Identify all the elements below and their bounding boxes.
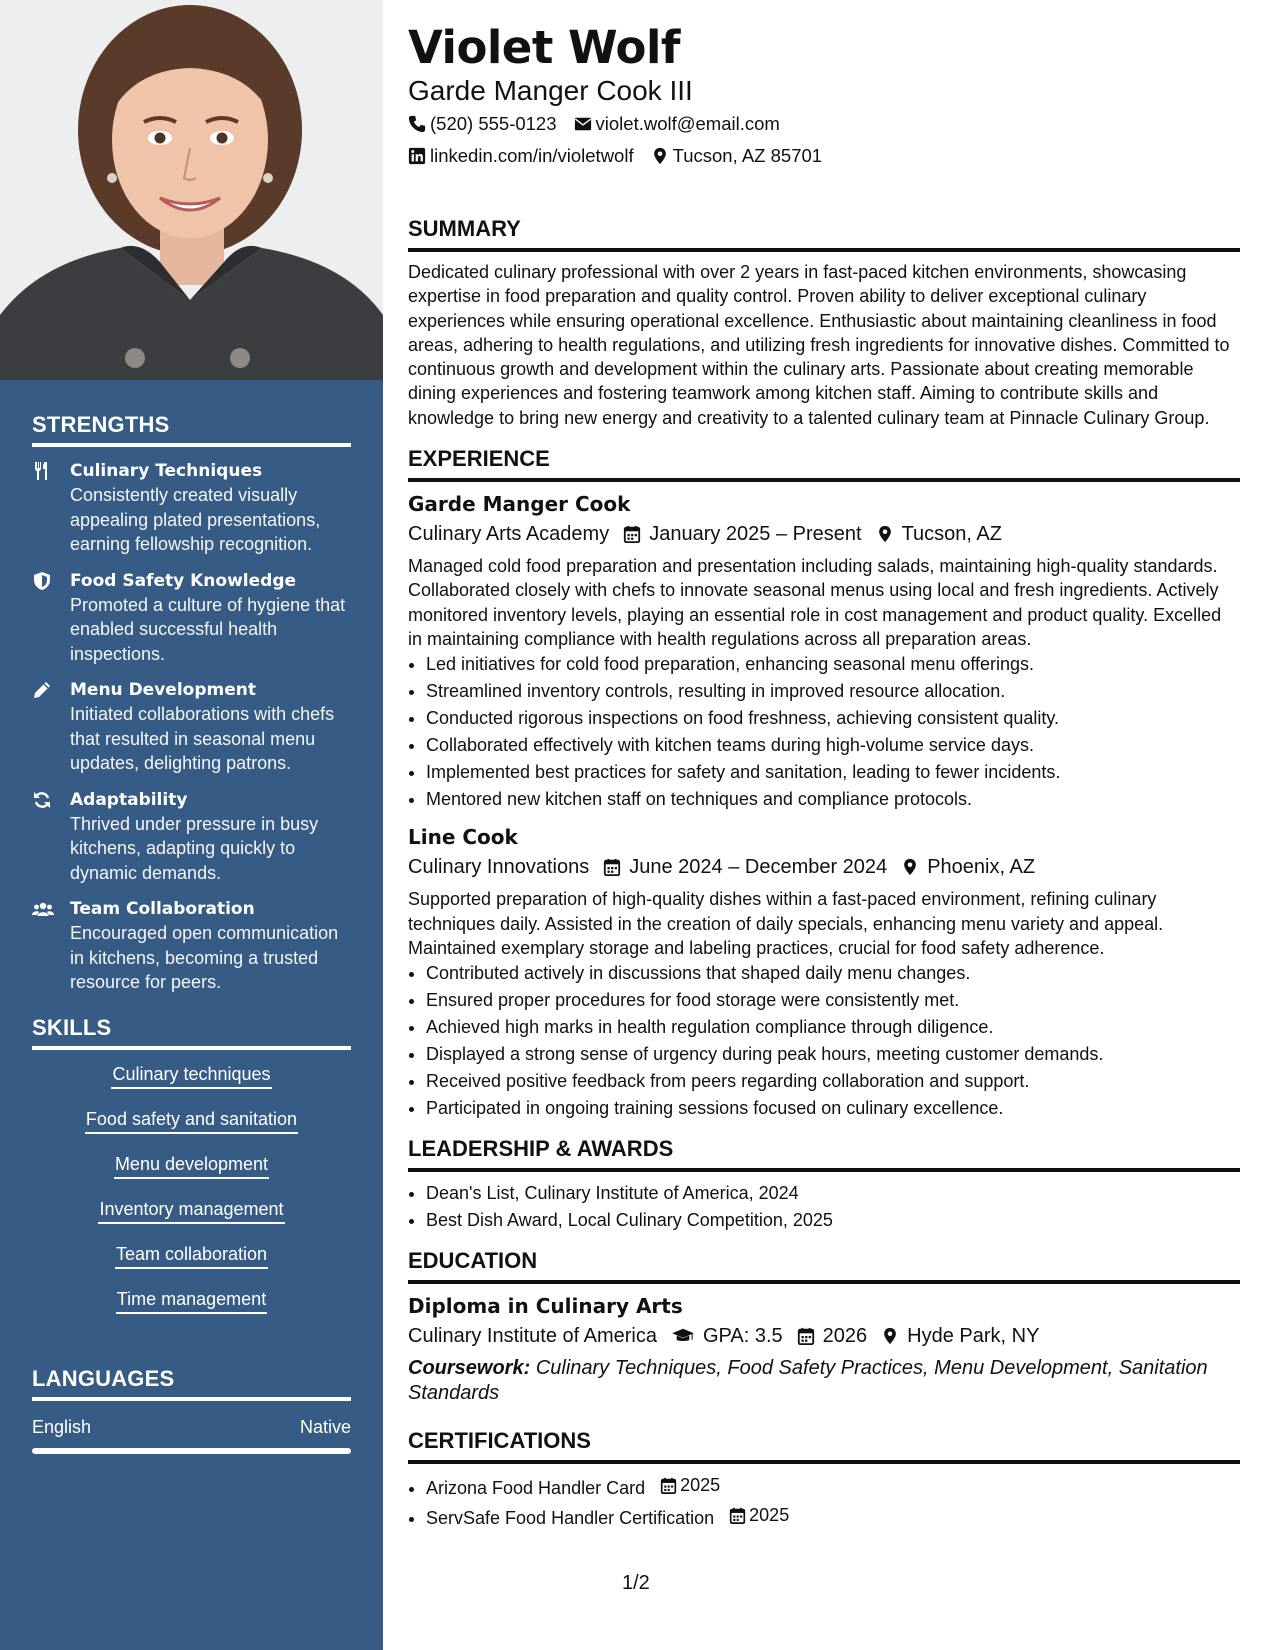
skill-item: Team collaboration bbox=[115, 1242, 268, 1269]
graduation-cap-icon bbox=[671, 1327, 695, 1345]
school-location: Hyde Park, NY bbox=[907, 1325, 1040, 1348]
map-pin-icon bbox=[876, 525, 894, 543]
awards-list bbox=[408, 1180, 1240, 1234]
strength-desc: Encouraged open communication in kitchens, becoming a trusted resource for peers. bbox=[70, 923, 339, 992]
job-meta bbox=[408, 851, 1240, 883]
strength-title: Menu Development bbox=[70, 680, 256, 700]
graduation-year: 2026 bbox=[822, 1325, 868, 1348]
job-company: Culinary Arts Academy bbox=[408, 523, 610, 546]
utensils-icon bbox=[32, 459, 70, 557]
sidebar bbox=[0, 0, 383, 1650]
strength-title: Team Collaboration bbox=[70, 899, 255, 919]
strength-desc: Consistently created visually appealing plated presentations, earning fellowship recognition. bbox=[70, 485, 321, 554]
contact-info bbox=[408, 108, 1240, 140]
job-bullet: • Displayed a strong sense of urgency during peak hours, meeting customer demands. bbox=[426, 1041, 1240, 1068]
sidebar-content bbox=[32, 412, 351, 1454]
job-meta bbox=[408, 518, 1240, 550]
strength-item bbox=[32, 678, 351, 776]
location-contact bbox=[651, 140, 822, 172]
portrait-illustration bbox=[0, 0, 383, 380]
job-description: Managed cold food preparation and presentation including salads, maintaining high-quality standards. Collaborated closely with chefs to innovate seasonal menus using local and fresh ingredients. Actively monitored inventory levels, playing an essential role in cost management and product quality. Excelled in maintaining compliance with health regulations across all preparation areas. bbox=[408, 556, 1222, 649]
job-company: Culinary Innovations bbox=[408, 856, 590, 879]
job-dates: June 2024 – December 2024 bbox=[629, 856, 888, 879]
job-bullet: • Collaborated effectively with kitchen teams during high-volume service days. bbox=[426, 732, 1240, 759]
job-bullet: • Implemented best practices for safety and sanitation, leading to fewer incidents. bbox=[426, 759, 1240, 786]
certifications-heading: CERTIFICATIONS bbox=[408, 1428, 1240, 1464]
summary-text: Dedicated culinary professional with over 2 years in fast-paced kitchen environments, showcasing expertise in food preparation and quality control. Proven ability to deliver exceptional culinary experiences while ensuring operational excellence. Enthusiastic about maintaining cleanliness in food areas, adhering to health regulations, and utilizing fresh ingredients for innovative dishes. Committed to continuous growth and development within the culinary arts. Passionate about creating memorable dining experiences and fostering teamwork among kitchen staff. Aiming to contribute skills and knowledge to bring new energy and creativity to a talented culinary team at Pinnacle Culinary Group. bbox=[408, 262, 1230, 428]
job-bullet: • Ensured proper procedures for food storage were consistently met. bbox=[426, 987, 1240, 1014]
summary-section bbox=[408, 216, 1240, 430]
certification-year: 2025 bbox=[680, 1475, 721, 1496]
experience-section bbox=[408, 446, 1240, 1122]
strength-desc: Thrived under pressure in busy kitchens, adapting quickly to dynamic demands. bbox=[70, 813, 319, 883]
certification-name: Arizona Food Handler Card bbox=[426, 1478, 646, 1499]
certification-item bbox=[426, 1472, 1240, 1502]
job-bullet: • Streamlined inventory controls, resulting in improved resource allocation. bbox=[426, 678, 1240, 705]
certification-year: 2025 bbox=[749, 1505, 790, 1526]
certifications-section bbox=[408, 1428, 1240, 1532]
job-bullet: • Participated in ongoing training sessions focused on culinary excellence. bbox=[426, 1095, 1240, 1122]
job-dates: January 2025 – Present bbox=[649, 523, 862, 546]
calendar-icon bbox=[660, 1477, 677, 1494]
job-bullet: • Led initiatives for cold food preparation, enhancing seasonal menu offerings. bbox=[426, 651, 1240, 678]
envelope-icon bbox=[574, 115, 592, 133]
degree-title: Diploma in Culinary Arts bbox=[408, 1294, 683, 1319]
main-content bbox=[408, 20, 1240, 1532]
gpa: GPA: 3.5 bbox=[703, 1325, 783, 1348]
calendar-icon bbox=[797, 1327, 815, 1345]
shield-icon bbox=[32, 569, 70, 667]
strengths-heading: STRENGTHS bbox=[32, 412, 351, 447]
education-meta bbox=[408, 1320, 1240, 1352]
users-icon bbox=[32, 897, 70, 995]
languages-heading: LANGUAGES bbox=[32, 1366, 351, 1401]
candidate-title: Garde Manger Cook III bbox=[408, 75, 693, 106]
linkedin-icon bbox=[408, 147, 426, 165]
location-text: Tucson, AZ 85701 bbox=[672, 145, 823, 166]
strength-title: Adaptability bbox=[70, 789, 188, 810]
job-bullet: • Contributed actively in discussions that shaped daily menu changes. bbox=[426, 960, 1240, 987]
calendar-icon bbox=[603, 858, 621, 876]
job-location: Tucson, AZ bbox=[901, 523, 1002, 546]
linkedin-link[interactable]: linkedin.com/in/violetwolf bbox=[430, 145, 634, 166]
education-section bbox=[408, 1248, 1240, 1406]
skill-item: Inventory management bbox=[98, 1197, 284, 1224]
calendar-icon bbox=[729, 1507, 746, 1524]
pencil-icon bbox=[32, 678, 70, 776]
skill-item: Culinary techniques bbox=[111, 1062, 271, 1089]
awards-section bbox=[408, 1136, 1240, 1234]
phone-number: (520) 555-0123 bbox=[430, 113, 557, 134]
strength-title: Culinary Techniques bbox=[70, 461, 263, 481]
award-item: • Best Dish Award, Local Culinary Competition, 2025 bbox=[426, 1207, 1240, 1234]
refresh-icon bbox=[32, 788, 70, 886]
calendar-icon bbox=[623, 525, 641, 543]
skills-heading: SKILLS bbox=[32, 1015, 351, 1050]
email-link[interactable]: violet.wolf@email.com bbox=[595, 113, 780, 134]
job-title: Garde Manger Cook bbox=[408, 492, 631, 517]
profile-photo bbox=[0, 0, 383, 380]
award-item: • Dean's List, Culinary Institute of America, 2024 bbox=[426, 1180, 1240, 1207]
contact-info-2 bbox=[408, 140, 1240, 172]
certifications-list bbox=[408, 1472, 1240, 1532]
job-bullets bbox=[408, 960, 1240, 1122]
map-pin-icon bbox=[901, 858, 919, 876]
phone-icon bbox=[408, 115, 426, 133]
awards-heading: LEADERSHIP & AWARDS bbox=[408, 1136, 1240, 1172]
job-entry bbox=[408, 490, 1240, 813]
skill-item: Menu development bbox=[114, 1152, 269, 1179]
language-item bbox=[32, 1417, 351, 1438]
language-level: Native bbox=[299, 1416, 351, 1437]
coursework-list: Culinary Techniques, Food Safety Practices, Menu Development, Sanitation Standards bbox=[408, 1357, 1208, 1405]
language-name: English bbox=[32, 1416, 92, 1437]
email-contact[interactable] bbox=[574, 108, 780, 140]
strength-item bbox=[32, 569, 351, 667]
coursework bbox=[408, 1356, 1240, 1406]
summary-heading: SUMMARY bbox=[408, 216, 1240, 252]
language-proficiency-bar bbox=[32, 1448, 351, 1454]
strength-item bbox=[32, 788, 351, 886]
page-number: 1/2 bbox=[622, 1572, 650, 1594]
phone-contact bbox=[408, 108, 557, 140]
education-heading: EDUCATION bbox=[408, 1248, 1240, 1284]
job-entry bbox=[408, 823, 1240, 1122]
map-pin-icon bbox=[881, 1327, 899, 1345]
job-description: Supported preparation of high-quality dishes within a fast-paced environment, refining culinary techniques daily. Assisted in the creation of daily specials, enhancing menu variety and appeal. Maintained exemplary storage and labeling practices, crucial for food safety adherence. bbox=[408, 889, 1164, 958]
job-location: Phoenix, AZ bbox=[927, 856, 1036, 879]
linkedin-contact[interactable] bbox=[408, 140, 634, 172]
job-bullet: • Mentored new kitchen staff on techniques and compliance protocols. bbox=[426, 786, 1240, 813]
skill-item: Food safety and sanitation bbox=[85, 1107, 298, 1134]
certification-name: ServSafe Food Handler Certification bbox=[426, 1508, 715, 1529]
job-bullet: • Received positive feedback from peers regarding collaboration and support. bbox=[426, 1068, 1240, 1095]
coursework-label: Coursework: bbox=[408, 1357, 531, 1380]
skill-item: Time management bbox=[116, 1287, 267, 1314]
strength-item bbox=[32, 459, 351, 557]
strength-desc: Promoted a culture of hygiene that enabled successful health inspections. bbox=[70, 594, 346, 664]
school-name: Culinary Institute of America bbox=[408, 1325, 657, 1348]
skills-list bbox=[32, 1062, 351, 1332]
map-pin-icon bbox=[651, 147, 669, 165]
strength-title: Food Safety Knowledge bbox=[70, 570, 297, 591]
job-title: Line Cook bbox=[408, 825, 518, 850]
certification-item bbox=[426, 1502, 1240, 1532]
experience-heading: EXPERIENCE bbox=[408, 446, 1240, 482]
job-bullet: • Achieved high marks in health regulation compliance through diligence. bbox=[426, 1014, 1240, 1041]
job-bullet: • Conducted rigorous inspections on food freshness, achieving consistent quality. bbox=[426, 705, 1240, 732]
job-bullets bbox=[408, 651, 1240, 813]
strength-desc: Initiated collaborations with chefs that resulted in seasonal menu updates, delighting patrons. bbox=[70, 704, 335, 773]
candidate-name: Violet Wolf bbox=[408, 21, 680, 74]
strength-item bbox=[32, 897, 351, 995]
